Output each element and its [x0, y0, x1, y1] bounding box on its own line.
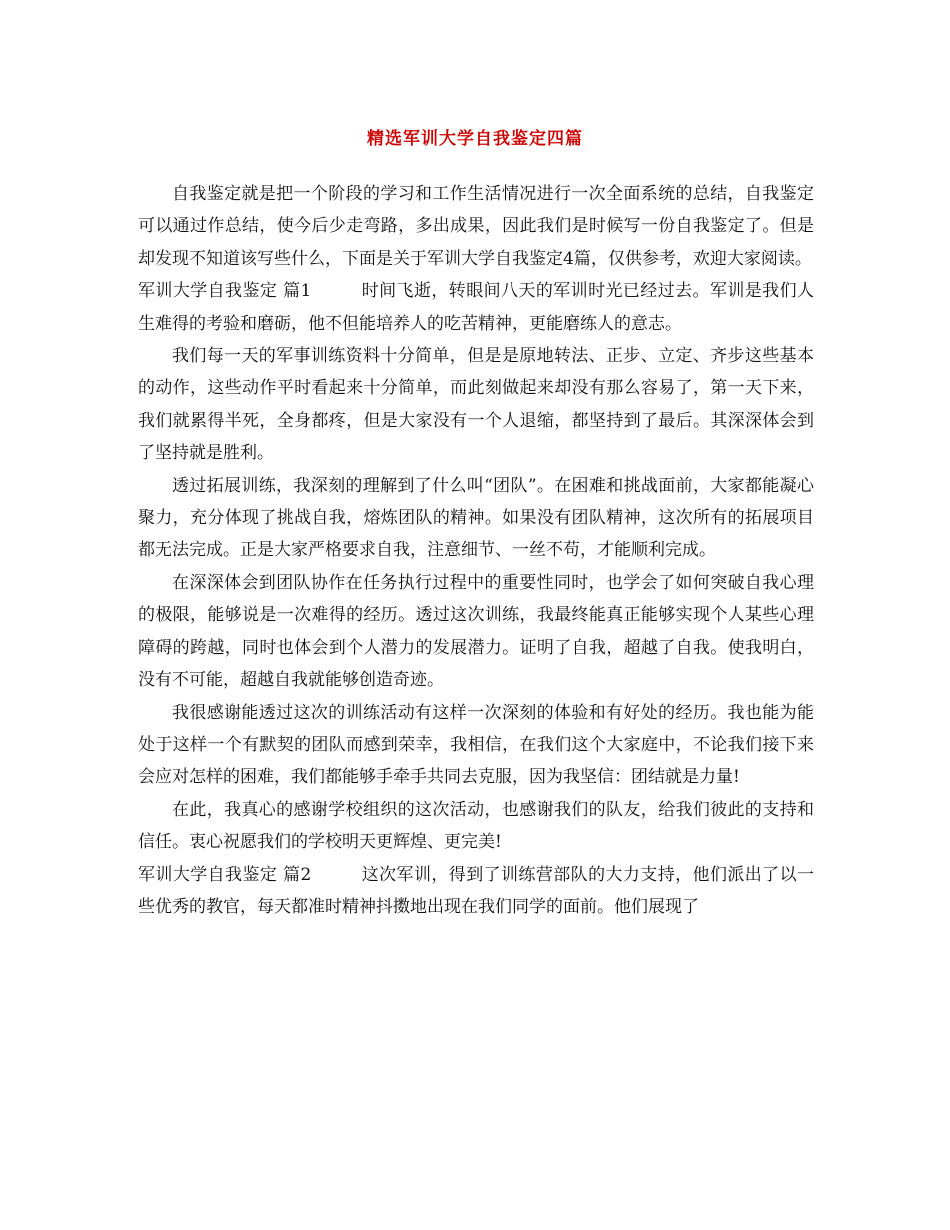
section-1-lead: 时间飞逝，转眼间八天的军训时光已经过去。军训是我们人生难得的考验和磨砺，他不但能培养人的吃苦精神，更能磨练人的意志。 — [138, 281, 814, 334]
section-1-paragraph — [138, 275, 814, 340]
document-body — [138, 178, 814, 923]
section-2-heading: 军训大学自我鉴定 篇2 — [138, 864, 312, 885]
section-1-paragraph-2: 透过拓展训练，我深刻的理解到了什么叫“团队”。在困难和挑战面前，大家都能凝心聚力，充分体现了挑战自我，熔炼团队的精神。如果没有团队精神，这次所有的拓展项目都无法完成。正是大家严格要求自我，注意细节、一丝不苟，才能顺利完成。 — [138, 475, 814, 561]
section-1-paragraph-4: 我很感谢能透过这次的训练活动有这样一次深刻的体验和有好处的经历。我也能为能处于这样一个有默契的团队而感到荣幸，我相信，在我们这个大家庭中，不论我们接下来会应对怎样的困难，我们都能够手牵手共同去克服，因为我坚信：团结就是力量! — [138, 702, 814, 788]
section-2-lead: 这次军训，得到了训练营部队的大力支持，他们派出了以一些优秀的教官，每天都准时精神抖擞地出现在我们同学的面前。他们展现了 — [138, 864, 814, 917]
section-1-paragraph-3: 在深深体会到团队协作在任务执行过程中的重要性同时，也学会了如何突破自我心理的极限，能够说是一次难得的经历。透过这次训练，我最终能真正能够实现个人某些心理障碍的跨越，同时也体会到个人潜力的发展潜力。证明了自我，超越了自我。使我明白，没有不可能，超越自我就能够创造奇迹。 — [138, 572, 814, 691]
section-2-paragraph — [138, 859, 814, 924]
section-1-paragraph-1: 我们每一天的军事训练资料十分简单，但是是原地转法、正步、立定、齐步这些基本的动作，这些动作平时看起来十分简单，而此刻做起来却没有那么容易了，第一天下来，我们就累得半死，全身都疼，但是大家没有一个人退缩，都坚持到了最后。其深深体会到了坚持就是胜利。 — [138, 346, 814, 464]
section-1-paragraph-5: 在此，我真心的感谢学校组织的这次活动，也感谢我们的队友，给我们彼此的支持和信任。衷心祝愿我们的学校明天更辉煌、更完美! — [138, 799, 814, 853]
section-1-heading: 军训大学自我鉴定 篇1 — [138, 281, 312, 302]
intro-paragraph: 自我鉴定就是把一个阶段的学习和工作生活情况进行一次全面系统的总结，自我鉴定可以通过作总结，使今后少走弯路，多出成果，因此我们是时候写一份自我鉴定了。但是却发现不知道该写些什么，下面是关于军训大学自我鉴定4篇，仅供参考，欢迎大家阅读。 — [138, 184, 814, 269]
document-title: 精选军训大学自我鉴定四篇 — [367, 129, 583, 149]
